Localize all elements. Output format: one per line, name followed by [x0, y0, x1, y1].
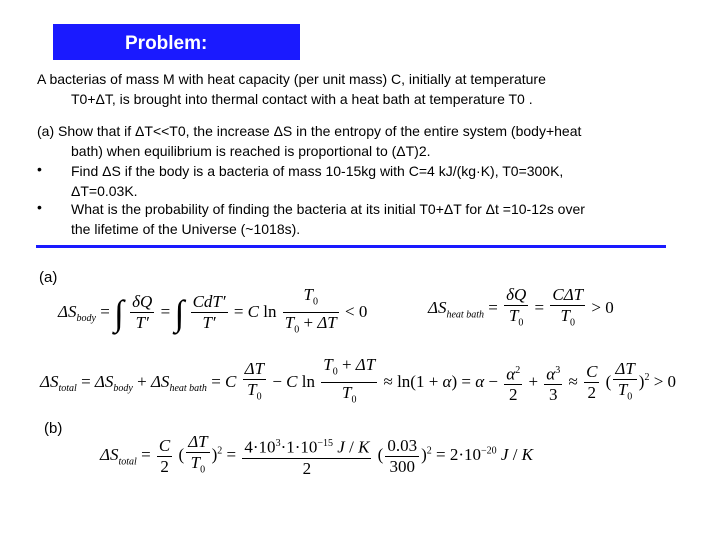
intro-line-1: A bacterias of mass M with heat capacity (per unit mass) C, initially at temperature — [37, 71, 546, 87]
bullet-1-line-1: Find ΔS if the body is a bacteria of mass 10-15kg with C=4 kJ/(kg·K), T0=300K, — [71, 163, 564, 179]
intro-line-2: T0+ΔT, is brought into thermal contact with a heat bath at temperature T0 . — [71, 91, 533, 107]
equation-delta-s-total-numeric: $\Delta S_{total}$ = $\frac{C}{2}$ ( $\frac{\Delta T}{T_0}$ )$^2$ = $\frac{4\cdot 10^3\cdot 1\cdot 10^{-15} J / K}{2}$ ( $\frac{0.03}{300}$ )$^2 = 2\cdot 10^{-20}$ J / K — [100, 432, 534, 478]
bullet-1-line-2: ΔT=0.03K. — [71, 183, 138, 199]
title-banner — [53, 24, 300, 60]
equation-delta-s-heat-bath: $\Delta S_{heat bath}$ = $\frac{\delta Q}{T_0}$ = $\frac{\text{CΔT}}{T_0}$ > 0 — [428, 285, 614, 329]
bullet-2-line-2: the lifetime of the Universe (~1018s). — [71, 221, 301, 237]
bullet-2: • — [37, 199, 42, 215]
part-a-line-2: bath) when equilibrium is reached is proportional to (ΔT)2. — [71, 143, 431, 159]
bullet-1: • — [37, 161, 42, 177]
label-a: (a) — [39, 269, 58, 286]
equation-delta-s-total: $\Delta S_{total} = \Delta S_{body} + \Delta S_{heat bath} = C$ $\frac{\Delta T}{T_0}$ − C ln $\frac{T_0 + \Delta T}{T_0}$ ≈ ln(1 + α) = α − $\frac{\alpha^2}{2}$ + $\frac{\alpha^3}{3}$ ≈ $\frac{C}{2}$ ( $\frac{\Delta T}{T_0}$ )$^2$ > 0 — [40, 355, 677, 406]
equation-delta-s-body: $\Delta S_{body}$ = ∫ $\frac{\delta Q}{T'}$ = ∫ $\frac{\text{CdT′}}{T'}$ = C ln $\frac{T_0}{T_0 + \Delta T}$ < 0 — [58, 285, 368, 336]
bullet-2-line-1: What is the probability of finding the bacteria at its initial T0+ΔT for Δt =10-12s over — [71, 201, 585, 217]
title: Problem: — [125, 33, 208, 54]
label-b: (b) — [44, 420, 63, 437]
part-a-line-1: (a) Show that if ΔT<<T0, the increase ΔS in the entropy of the entire system (body+heat — [37, 123, 582, 139]
divider-rule — [36, 245, 666, 248]
